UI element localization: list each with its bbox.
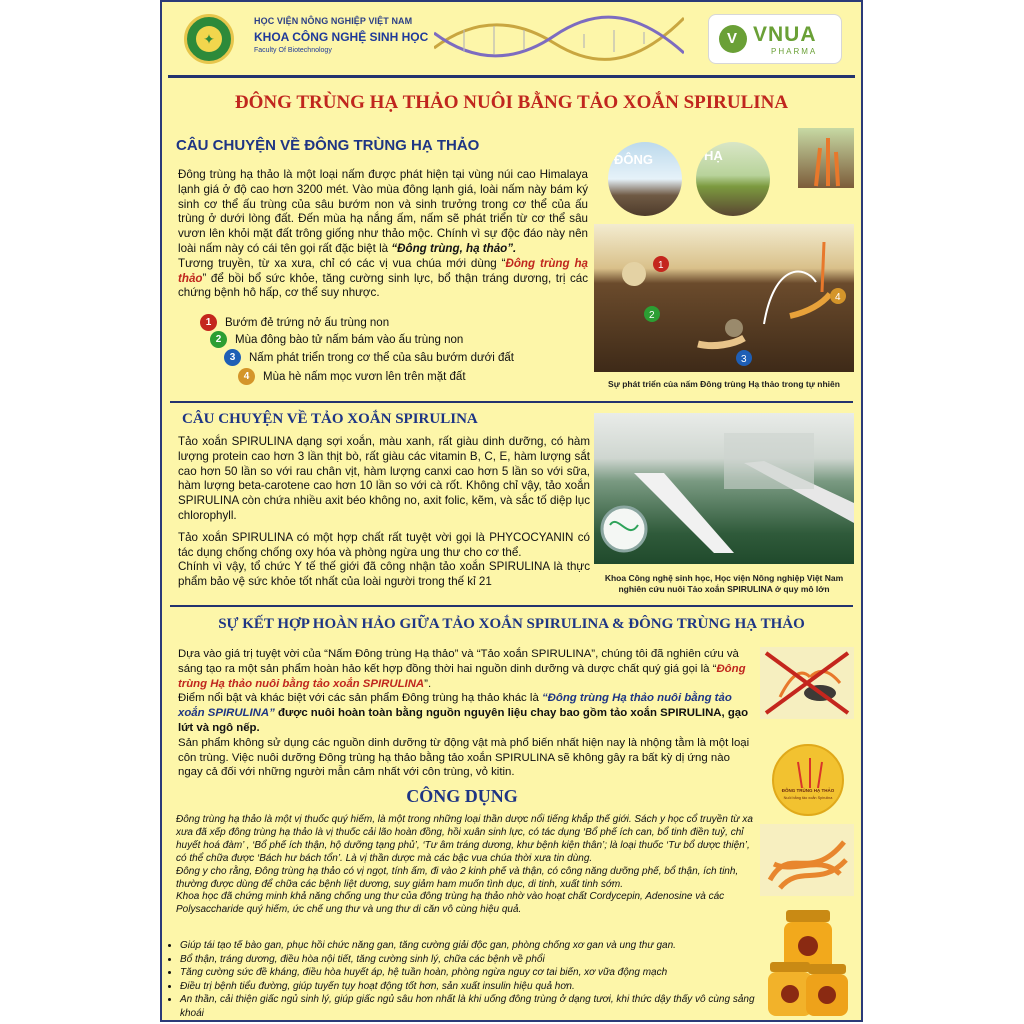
winter-illustration: [608, 142, 682, 216]
header: [162, 2, 861, 76]
step-label: Mùa hè nấm mọc vươn lên trên mặt đất: [263, 371, 466, 383]
section3-para1: [178, 647, 750, 691]
section3-text: [178, 647, 750, 780]
section3-para2-start: Điểm nổi bật và khác biệt với các sản phẩm Đông trùng hạ thảo khác là: [178, 692, 542, 705]
no-silkworm-image: [760, 647, 854, 719]
step-1: [200, 314, 389, 332]
benefit-item: • Điều trị bệnh tiểu đường, giúp tuyến tụy hoạt động tốt hơn, sản xuất insulin hiệu quả hơn.: [180, 980, 772, 994]
section3-para2-end: được nuôi hoàn toàn bằng nguồn nguyên liệu chay bao gồm tảo xoắn SPIRULINA, gạo lứt và ngô nếp.: [178, 707, 749, 734]
brand-name: VNUA: [753, 23, 817, 46]
farm-drawing: [594, 413, 854, 564]
lifecycle-caption: Sự phát triển của nấm Đông trùng Hạ thảo trong tự nhiên: [608, 379, 840, 389]
product-jars-photo: [768, 906, 848, 1018]
step-label: Bướm đẻ trứng nở ấu trùng non: [225, 317, 390, 329]
section2-para2: Tảo xoắn SPIRULINA có một hợp chất rất tuyệt vời gọi là PHYCOCYANIN có tác dụng chống chống oxy hóa và phòng ngừa ung thư cho cơ thể.: [178, 530, 590, 559]
dna-helix-graphic: [434, 8, 684, 68]
faculty-name: KHOA CÔNG NGHỆ SINH HỌC: [254, 30, 429, 44]
benefits-list: [162, 939, 772, 1021]
section2-para1: Tảo xoắn SPIRULINA dạng sợi xoắn, màu xanh, rất giàu dinh dưỡng, có hàm lượng protein cao hơn 3 lần thịt bò, rất giàu các vitamin B, C, E, hàm lượng sắt cao hơn 50 lần so với rau chân vịt, hàm lượng canxi cao hơn 5 lần so với sữa, hàm lượng beta-carotene cao hơn 10 lần so với cà rốt. Không chỉ vậy, tảo xoắn SPIRULINA còn chứa nhiều axit béo không no, axit folic, kẽm, và sắc tố diệp lục chlorophyll.: [178, 435, 590, 522]
section-divider: [170, 605, 853, 607]
svg-text:2: 2: [649, 310, 655, 321]
jars-icon: [768, 906, 848, 1018]
section3-para2: [178, 691, 750, 735]
section2-text: [178, 435, 590, 590]
benefit-item: • An thần, cải thiện giấc ngủ sinh lý, giúp giấc ngủ sâu hơn nhất là khi uống đông trùng ở dạng tươi, khi thức dậy thấy vô cùng sảng khoái: [180, 993, 772, 1020]
poster: [160, 0, 863, 1022]
section1-para2-start: Tương truyền, từ xa xưa, chỉ có các vị vua chúa mới dùng “: [178, 256, 506, 270]
svg-text:3: 3: [741, 354, 747, 365]
step-number: 3: [224, 349, 241, 366]
farm-caption-line1: Khoa Công nghệ sinh học, Học viện Nông nghiệp Việt Nam: [604, 573, 844, 583]
brand-sub: PHARMA: [771, 47, 818, 56]
summer-label: HẠ: [704, 148, 723, 163]
lifecycle-drawing: [594, 224, 854, 372]
cordyceps-photo: [798, 128, 854, 188]
svg-text:1: 1: [658, 260, 664, 271]
dried-cordyceps-icon: [760, 824, 854, 896]
vnua-pharma-logo: [708, 14, 842, 64]
step-number: 4: [238, 368, 255, 385]
section4-heading: CÔNG DỤNG: [406, 786, 518, 806]
section1-para2-end: ” để bồi bổ sức khỏe, tăng cường sinh lực, bổ thận tráng dương, trị các chứng bệnh hô hấp, cơ thể suy nhược.: [178, 271, 588, 300]
section3-para1-start: Dựa vào giá trị tuyệt vời của “Nấm Đông trùng Hạ thảo” và “Tảo xoắn SPIRULINA”, chúng tôi đã nghiên cứu và sáng tạo ra một sản phẩm hoàn hảo kết hợp đồng thời hai nguồn dinh dưỡng và dược chất quý giá gọi là “: [178, 648, 739, 675]
section3-para1-end: ”.: [424, 677, 432, 690]
section1-text: [178, 168, 588, 301]
farm-caption: [582, 573, 863, 595]
step-2: [210, 331, 463, 349]
benefit-item: • Tăng cường sức đề kháng, điều hòa huyết áp, hệ tuần hoàn, phòng ngừa nguy cơ tai biến, xơ vữa động mạch: [180, 966, 772, 980]
summer-illustration: [696, 142, 770, 216]
lifecycle-diagram: [594, 224, 854, 372]
svg-text:4: 4: [835, 292, 841, 303]
step-4: [238, 368, 466, 386]
section1-para1-emphasis: “Đông trùng, hạ thảo”.: [391, 241, 517, 255]
cordyceps-icon: [798, 128, 854, 188]
section4-para3: Khoa học đã chứng minh khả năng chống ung thư của đông trùng hạ thảo nhờ vào hoạt chất Cordycepin, Adenosine và các Polysaccharide quý hiếm, ức chế ung thư và ung thư di căn vô cùng hiệu quả.: [176, 891, 725, 916]
step-number: 1: [200, 314, 217, 331]
step-label: Nấm phát triển trong cơ thể của sâu bướm dưới đất: [249, 352, 514, 364]
poster-title: ĐÔNG TRÙNG HẠ THẢO NUÔI BẰNG TẢO XOẮN SPIRULINA: [234, 92, 789, 113]
farm-caption-line2: nghiên cứu nuôi Tảo xoắn SPIRULINA ở quy mô lớn: [618, 584, 830, 594]
section4-text: [176, 814, 754, 917]
spirulina-farm-photo: [594, 413, 854, 564]
benefit-item: • Giúp tái tạo tế bào gan, phục hồi chức năng gan, tăng cường giải độc gan, phòng chống xơ gan và ung thư gan.: [180, 939, 772, 953]
section3-para1-emphasis: Đông trùng Hạ thảo nuôi bằng tảo xoắn SPIRULINA: [178, 662, 746, 690]
prohibited-icon: [760, 647, 854, 719]
university-logo: ✦: [184, 14, 234, 64]
badge-subtitle: Nuôi bằng tảo xoắn Spirulina: [783, 796, 833, 800]
section-divider: [170, 401, 853, 403]
benefit-item: • Bổ thận, tráng dương, điều hòa nội tiết, tăng cường sinh lý, chữa các bệnh về phổi: [180, 953, 772, 967]
section2-heading: CÂU CHUYỆN VỀ TẢO XOẮN SPIRULINA: [182, 411, 478, 427]
dried-cordyceps-photo: [760, 824, 854, 896]
section1-para2-emphasis: Đông trùng hạ thảo: [178, 256, 588, 285]
section3-heading: SỰ KẾT HỢP HOÀN HẢO GIỮA TẢO XOẮN SPIRULINA & ĐÔNG TRÙNG HẠ THẢO: [218, 616, 805, 632]
step-label: Mùa đông bào tử nấm bám vào ấu trùng non: [235, 334, 464, 346]
section3-para3: Sản phẩm không sử dụng các nguồn dinh dưỡng từ động vật mà phổ biến nhất hiện nay là nhộng tằm là một loại côn trùng. Việc nuôi dưỡng Đông trùng hạ thảo bằng tảo xoắn SPIRULINA sẽ không gây ra bất kỳ dị ứng nào ngay cả đối với những người mẫn cảm nhất với côn trùng, vỏ kitin.: [178, 736, 750, 779]
badge-title: ĐÔNG TRÙNG HẠ THẢO: [781, 788, 835, 793]
university-name: HỌC VIỆN NÔNG NGHIỆP VIỆT NAM: [254, 16, 413, 26]
leaf-icon: V: [719, 25, 747, 53]
section1-heading: CÂU CHUYỆN VỀ ĐÔNG TRÙNG HẠ THẢO: [176, 137, 480, 154]
faculty-english: Faculty Of Biotechnology: [254, 47, 332, 54]
header-rule: [168, 75, 855, 78]
step-3: [224, 349, 514, 367]
section1-para1: Đông trùng hạ thảo là một loại nấm được phát hiện tại vùng núi cao Himalaya lạnh giá ở độ cao hơn 3200 mét. Vào mùa đông lạnh giá, loài nấm này bám ký sinh cơ thể ấu trùng của sâu bướm non và sinh trưởng trong cơ thể của ấu trùng ở dưới lòng đất. Đến mùa hạ nắng ấm, nấm sẽ phát triển từ cơ thể sâu vươn lên khỏi mặt đất trông giống như thảo mộc. Chính vì sự độc đáo này nên loài nấm này có cái tên gọi rất đặc biệt là: [178, 168, 588, 255]
product-badge: [772, 744, 844, 816]
section2-para3: Chính vì vậy, tổ chức Y tế thế giới đã công nhận tảo xoắn SPIRULINA là thực phẩm bảo vệ sức khỏe tốt nhất của loài người trong thế kỉ 21: [178, 560, 590, 589]
section4-para2: Đông y cho rằng, Đông trùng hạ thảo có vị ngọt, tính ấm, đi vào 2 kinh phế và thận, có công năng dưỡng phế, bổ thận, ích tinh, thường được dùng để chữa các bệnh liệt dương, suy giảm ham muốn tình dục, di tinh, xuất tinh sớm.: [176, 865, 739, 890]
step-number: 2: [210, 331, 227, 348]
section3-para2-emphasis: “Đông trùng Hạ thảo nuôi bằng tảo xoắn SPIRULINA”: [178, 692, 732, 720]
section4-para1: Đông trùng hạ thảo là một vị thuốc quý hiếm, là một trong những loại thần dược nổi tiếng khắp thế giới. Sách y học cổ truyền từ xa xưa đã xếp đông trùng hạ thảo là vị thuốc cải lão hoàn đồng, hồi xuân sinh lực, có tác dụng ‘Bổ phế ích can, bổ tinh điền tuỷ, chỉ huyết hoá đàm’ , ‘Bổ phế ích thận, hộ dưỡng tạng phủ’, ‘Tư âm tráng dương, khư bệnh kiện thân’; là loại thuốc ‘Tư bổ dược thiện’, có thể chữa được ‘Bách hư bách tổn’. Là vị thần dược mà các bậc vua chúa thời xưa tin dùng.: [176, 814, 753, 864]
winter-label: ĐÔNG: [614, 152, 653, 167]
